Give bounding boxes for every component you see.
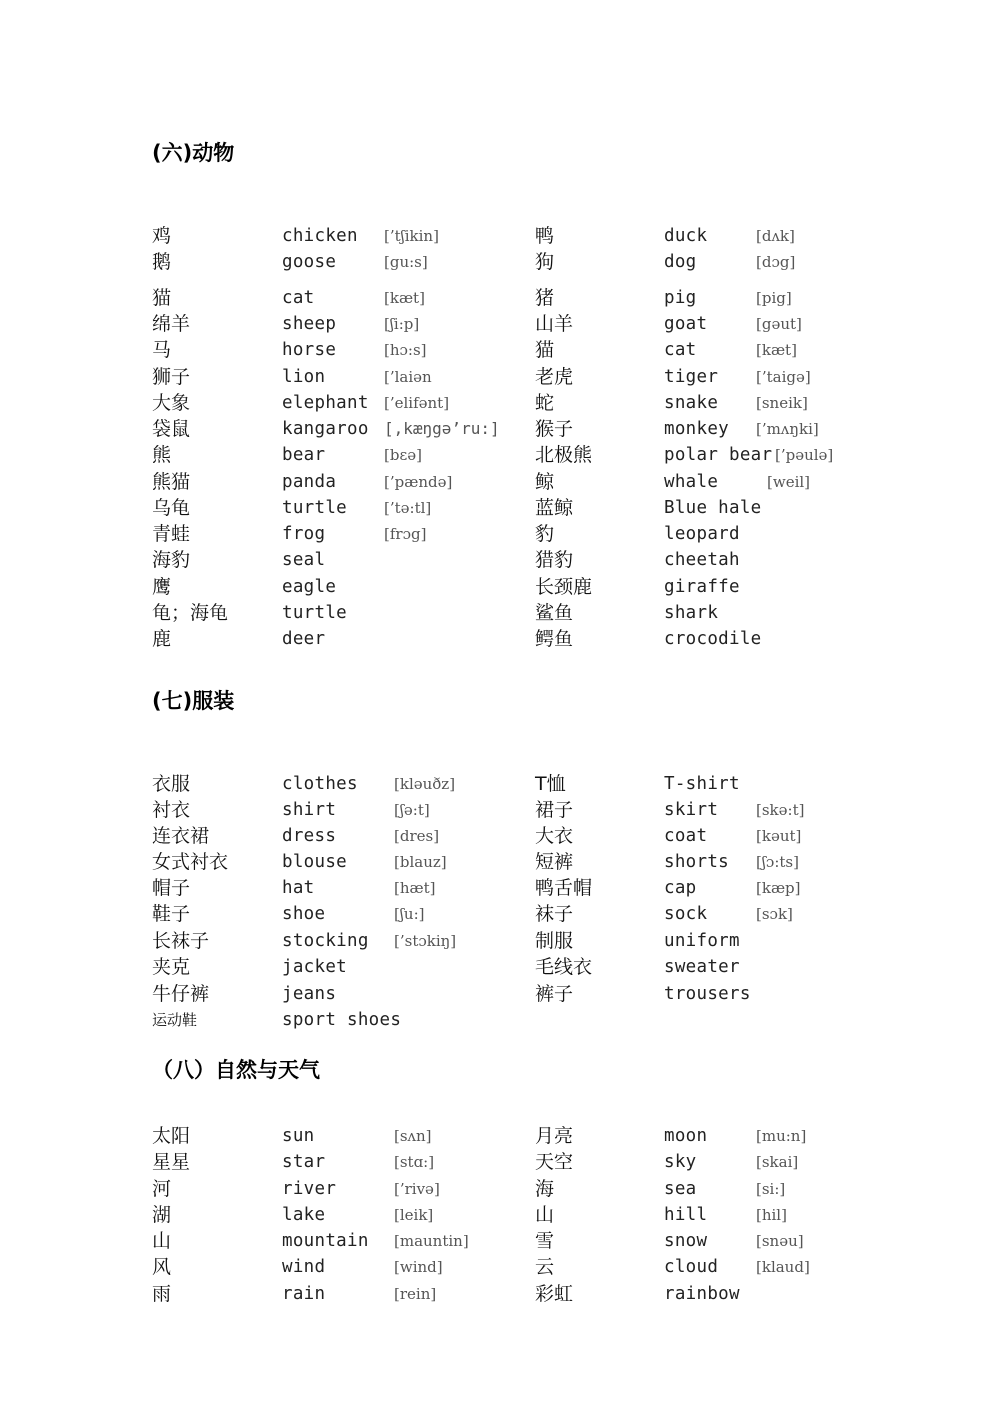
chinese-term: 帽子 xyxy=(152,877,191,899)
chinese-term: 老虎 xyxy=(535,366,574,388)
chinese-term: 雪 xyxy=(535,1230,555,1252)
phonetic: [si:] xyxy=(756,1180,786,1198)
english-word: sock xyxy=(664,904,708,924)
english-word: shoe xyxy=(282,904,326,924)
chinese-term: 蓝鲸 xyxy=(535,497,574,519)
english-word: seal xyxy=(282,550,326,570)
vocab-row xyxy=(0,495,1000,521)
vocab-row xyxy=(0,442,1000,468)
english-word: mountain xyxy=(282,1231,369,1251)
vocab-row xyxy=(0,1149,1000,1175)
vocab-row xyxy=(0,981,1000,1007)
phonetic: [’stɔkiŋ] xyxy=(394,932,457,950)
phonetic: [gu:s] xyxy=(384,253,428,271)
phonetic: [kæp] xyxy=(756,879,801,897)
phonetic: [klaud] xyxy=(756,1258,810,1276)
chinese-term: 大象 xyxy=(152,392,191,414)
vocab-row xyxy=(0,849,1000,875)
english-word: dress xyxy=(282,826,337,846)
english-word: sheep xyxy=(282,314,337,334)
chinese-term: 鹰 xyxy=(152,576,172,598)
vocab-row xyxy=(0,574,1000,600)
phonetic: [’tə:tl] xyxy=(384,499,432,517)
vocab-row xyxy=(0,771,1000,797)
chinese-term: 猫 xyxy=(152,287,172,309)
chinese-term: 雨 xyxy=(152,1283,172,1305)
vocab-row xyxy=(0,954,1000,980)
english-word: cloud xyxy=(664,1257,719,1277)
phonetic: [’mʌŋki] xyxy=(756,420,819,438)
chinese-term: 毛线衣 xyxy=(535,956,593,978)
chinese-term: 鲸 xyxy=(535,471,555,493)
vocab-row xyxy=(0,416,1000,442)
section-title-animals: (六)动物 xyxy=(152,141,235,165)
vocab-row xyxy=(0,285,1000,311)
english-word: giraffe xyxy=(664,577,740,597)
section-title-clothing: (七)服装 xyxy=(152,689,235,713)
english-word: monkey xyxy=(664,419,730,439)
vocab-row xyxy=(0,626,1000,652)
english-word: wind xyxy=(282,1257,326,1277)
vocab-row xyxy=(0,1176,1000,1202)
chinese-term: 河 xyxy=(152,1178,172,1200)
english-word: moon xyxy=(664,1126,708,1146)
english-word: sport shoes xyxy=(282,1010,402,1030)
english-word: trousers xyxy=(664,984,751,1004)
chinese-term: 彩虹 xyxy=(535,1283,574,1305)
english-word: polar bear xyxy=(664,445,773,465)
vocab-row xyxy=(0,600,1000,626)
english-word: shark xyxy=(664,603,719,623)
english-word: sun xyxy=(282,1126,315,1146)
chinese-term: 鲨鱼 xyxy=(535,602,574,624)
english-word: shirt xyxy=(282,800,337,820)
phonetic: [bɛə] xyxy=(384,446,422,464)
phonetic: [dɔg] xyxy=(756,253,796,271)
chinese-term: 云 xyxy=(535,1256,555,1278)
chinese-term: 女式衬衣 xyxy=(152,851,229,873)
chinese-term: 鞋子 xyxy=(152,903,191,925)
english-word: star xyxy=(282,1152,326,1172)
english-word: coat xyxy=(664,826,708,846)
english-word: lake xyxy=(282,1205,326,1225)
phonetic: [kləuðz] xyxy=(394,775,456,793)
english-word: goose xyxy=(282,252,337,272)
english-word: lion xyxy=(282,367,326,387)
english-word: hat xyxy=(282,878,315,898)
chinese-term: 熊猫 xyxy=(152,471,191,493)
chinese-term: T恤 xyxy=(535,773,566,795)
english-word: clothes xyxy=(282,774,358,794)
chinese-term: 天空 xyxy=(535,1151,574,1173)
english-word: Blue hale xyxy=(664,498,762,518)
vocab-row xyxy=(0,311,1000,337)
vocab-row xyxy=(0,1254,1000,1280)
english-word: blouse xyxy=(282,852,348,872)
phonetic: [’rivə] xyxy=(394,1180,440,1198)
phonetic: [rein] xyxy=(394,1285,437,1303)
vocab-row xyxy=(0,521,1000,547)
chinese-term: 山羊 xyxy=(535,313,574,335)
english-word: eagle xyxy=(282,577,337,597)
chinese-term: 绵羊 xyxy=(152,313,191,335)
english-word: elephant xyxy=(282,393,369,413)
phonetic: [skə:t] xyxy=(756,801,805,819)
phonetic: [frɔg] xyxy=(384,525,427,543)
chinese-term: 猫 xyxy=(535,339,555,361)
phonetic: [ʃu:] xyxy=(394,905,425,923)
phonetic: [ʃɔ:ts] xyxy=(756,853,799,871)
vocab-row xyxy=(0,823,1000,849)
phonetic: [sʌn] xyxy=(394,1127,432,1145)
section-title-nature-weather: （八）自然与天气 xyxy=(152,1058,320,1082)
phonetic: [kæt] xyxy=(756,341,797,359)
vocab-row xyxy=(0,1123,1000,1149)
chinese-term: 制服 xyxy=(535,930,574,952)
chinese-term: 连衣裙 xyxy=(152,825,210,847)
english-word: sweater xyxy=(664,957,740,977)
chinese-term: 海豹 xyxy=(152,549,191,571)
chinese-term: 衣服 xyxy=(152,773,191,795)
english-word: skirt xyxy=(664,800,719,820)
english-word: crocodile xyxy=(664,629,762,649)
vocab-row xyxy=(0,249,1000,275)
english-word: shorts xyxy=(664,852,730,872)
phonetic: [mu:n] xyxy=(756,1127,807,1145)
chinese-term: 夹克 xyxy=(152,956,191,978)
phonetic: [sɔk] xyxy=(756,905,793,923)
chinese-term: 裤子 xyxy=(535,983,574,1005)
english-word: chicken xyxy=(282,226,358,246)
english-word: duck xyxy=(664,226,708,246)
english-word: snow xyxy=(664,1231,708,1251)
phonetic: [mauntin] xyxy=(394,1232,469,1250)
english-word: cat xyxy=(664,340,697,360)
english-word: dog xyxy=(664,252,697,272)
phonetic: [stɑ:] xyxy=(394,1153,435,1171)
phonetic: [pig] xyxy=(756,289,792,307)
vocab-row xyxy=(0,1202,1000,1228)
english-word: pig xyxy=(664,288,697,308)
chinese-term: 长袜子 xyxy=(152,930,210,952)
english-word: panda xyxy=(282,472,337,492)
english-word: uniform xyxy=(664,931,740,951)
vocab-row xyxy=(0,223,1000,249)
english-word: hill xyxy=(664,1205,708,1225)
phonetic: [kəut] xyxy=(756,827,802,845)
english-word: rainbow xyxy=(664,1284,740,1304)
vocab-row xyxy=(0,928,1000,954)
phonetic: [’pændə] xyxy=(384,473,453,491)
vocab-row xyxy=(0,1007,1000,1033)
chinese-term: 鹅 xyxy=(152,251,172,273)
english-word: jeans xyxy=(282,984,337,1004)
english-word: sky xyxy=(664,1152,697,1172)
phonetic: [gəut] xyxy=(756,315,802,333)
chinese-term: 豹 xyxy=(535,523,555,545)
vocab-row xyxy=(0,1228,1000,1254)
phonetic: [hæt] xyxy=(394,879,436,897)
english-word: turtle xyxy=(282,498,348,518)
english-word: kangaroo xyxy=(282,419,369,439)
phonetic: [wind] xyxy=(394,1258,443,1276)
english-word: goat xyxy=(664,314,708,334)
english-word: horse xyxy=(282,340,337,360)
chinese-term: 熊 xyxy=(152,444,172,466)
chinese-term: 马 xyxy=(152,339,172,361)
chinese-term: 狗 xyxy=(535,251,555,273)
chinese-term: 短裤 xyxy=(535,851,574,873)
chinese-term: 湖 xyxy=(152,1204,172,1226)
chinese-term: 鸭 xyxy=(535,225,555,247)
vocab-row xyxy=(0,875,1000,901)
english-word: snake xyxy=(664,393,719,413)
chinese-term: 袋鼠 xyxy=(152,418,191,440)
chinese-term: 长颈鹿 xyxy=(535,576,593,598)
chinese-term: 鸡 xyxy=(152,225,172,247)
chinese-term: 狮子 xyxy=(152,366,191,388)
vocab-row xyxy=(0,1281,1000,1307)
english-word: whale xyxy=(664,472,719,492)
vocab-row xyxy=(0,547,1000,573)
vocab-row xyxy=(0,901,1000,927)
vocab-row xyxy=(0,469,1000,495)
chinese-term: 太阳 xyxy=(152,1125,191,1147)
chinese-term: 大衣 xyxy=(535,825,574,847)
english-word: cap xyxy=(664,878,697,898)
chinese-term: 月亮 xyxy=(535,1125,574,1147)
english-word: sea xyxy=(664,1179,697,1199)
chinese-term: 风 xyxy=(152,1256,172,1278)
chinese-term: 乌龟 xyxy=(152,497,191,519)
phonetic: [blauz] xyxy=(394,853,447,871)
phonetic: [hɔ:s] xyxy=(384,341,427,359)
chinese-term: 山 xyxy=(152,1230,172,1252)
phonetic: [snəu] xyxy=(756,1232,804,1250)
chinese-term: 海 xyxy=(535,1178,555,1200)
phonetic: [dʌk] xyxy=(756,227,795,245)
phonetic: [weil] xyxy=(767,473,811,491)
chinese-term: 鹿 xyxy=(152,628,172,650)
chinese-term: 猪 xyxy=(535,287,555,309)
phonetic: [dres] xyxy=(394,827,440,845)
vocab-row xyxy=(0,390,1000,416)
chinese-term: 蛇 xyxy=(535,392,555,414)
phonetic: [’tʃikin] xyxy=(384,227,439,245)
english-word: T-shirt xyxy=(664,774,740,794)
chinese-term: 龟；海龟 xyxy=(152,602,229,624)
chinese-term: 裙子 xyxy=(535,799,574,821)
english-word: jacket xyxy=(282,957,348,977)
english-word: cat xyxy=(282,288,315,308)
phonetic: [hil] xyxy=(756,1206,787,1224)
phonetic: [skai] xyxy=(756,1153,799,1171)
english-word: turtle xyxy=(282,603,348,623)
vocab-row xyxy=(0,337,1000,363)
vocab-row xyxy=(0,364,1000,390)
english-word: deer xyxy=(282,629,326,649)
chinese-term: 鸭舌帽 xyxy=(535,877,593,899)
english-word: rain xyxy=(282,1284,326,1304)
chinese-term: 鳄鱼 xyxy=(535,628,574,650)
chinese-term: 衬衣 xyxy=(152,799,191,821)
phonetic: [’pəulə] xyxy=(775,446,834,464)
chinese-term: 牛仔裤 xyxy=(152,983,210,1005)
english-word: frog xyxy=(282,524,326,544)
chinese-term: 猴子 xyxy=(535,418,574,440)
phonetic: [ʃi:p] xyxy=(384,315,420,333)
english-word: leopard xyxy=(664,524,740,544)
chinese-term: 猎豹 xyxy=(535,549,574,571)
phonetic: [,kæŋgə’ru:] xyxy=(384,419,500,438)
phonetic: [ʃə:t] xyxy=(394,801,430,819)
chinese-term: 运动鞋 xyxy=(152,1011,198,1029)
chinese-term: 山 xyxy=(535,1204,555,1226)
english-word: river xyxy=(282,1179,337,1199)
chinese-term: 青蛙 xyxy=(152,523,191,545)
english-word: stocking xyxy=(282,931,369,951)
vocab-row xyxy=(0,797,1000,823)
english-word: cheetah xyxy=(664,550,740,570)
phonetic: [kæt] xyxy=(384,289,425,307)
chinese-term: 袜子 xyxy=(535,903,574,925)
phonetic: [’elifənt] xyxy=(384,394,450,412)
phonetic: [’taigə] xyxy=(756,368,811,386)
phonetic: [sneik] xyxy=(756,394,808,412)
chinese-term: 星星 xyxy=(152,1151,191,1173)
chinese-term: 北极熊 xyxy=(535,444,593,466)
phonetic: [’laiən xyxy=(384,368,432,386)
phonetic: [leik] xyxy=(394,1206,434,1224)
english-word: bear xyxy=(282,445,326,465)
english-word: tiger xyxy=(664,367,719,387)
